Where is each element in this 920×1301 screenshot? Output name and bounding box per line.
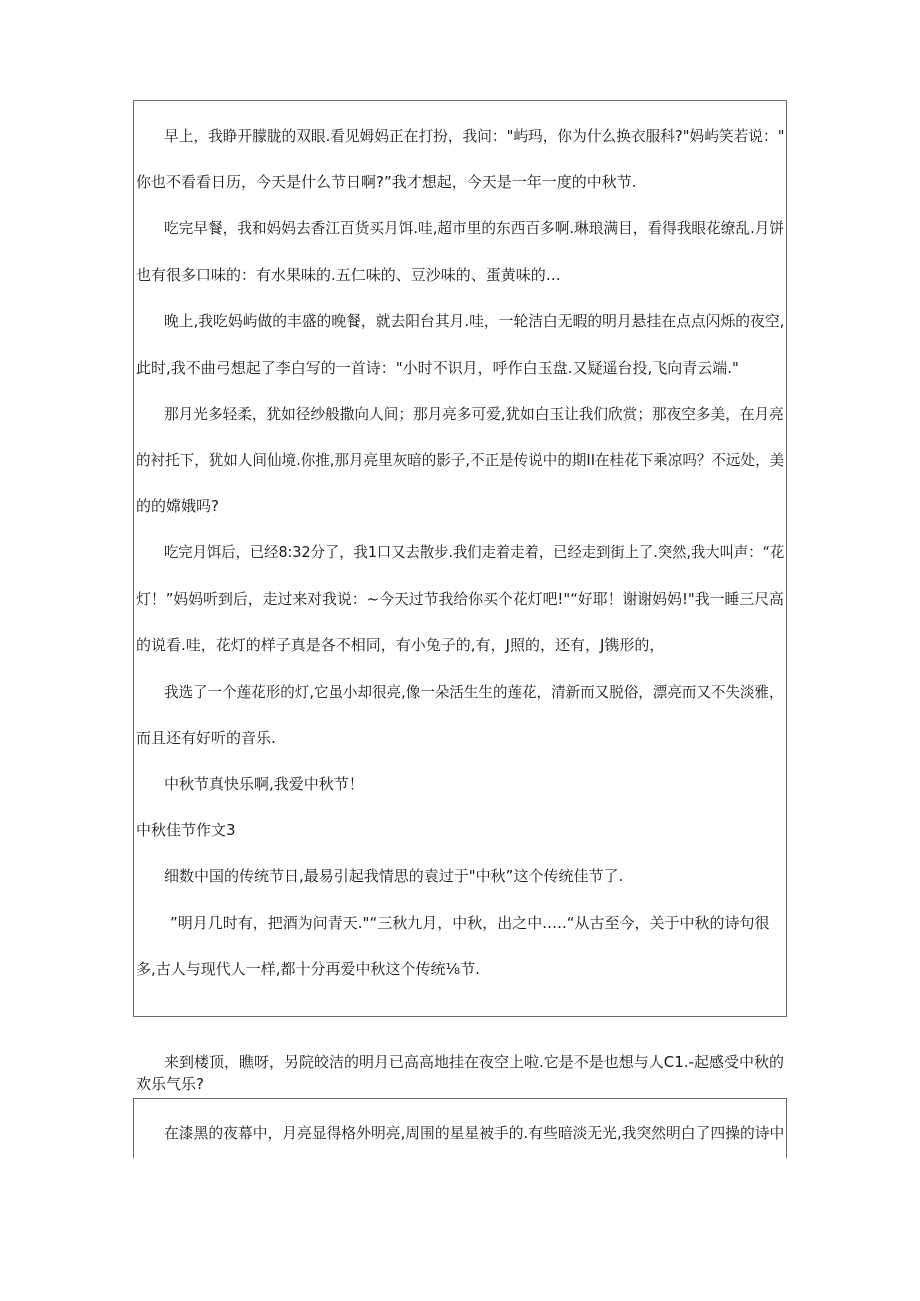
paragraph-line: 吃完月饵后，已经8:32分了，我1口又去散步.我们走着走着，已经走到街上了.突然,我大叫声：“花 <box>164 543 785 561</box>
paragraph-line: 细数中国的传统节日,最易引起我情思的袁过于"中秋”这个传统佳节了. <box>164 867 624 885</box>
paragraph-line: 而且还有好听的音乐. <box>136 729 276 747</box>
paragraph-line: 此时,我不曲弓想起了李白写的一首诗："小时不识月，呼作白玉盘.又疑遥台投,飞向青云端." <box>136 359 739 377</box>
paragraph-outside-frame: 来到楼顶，瞧呀，另院皎洁的明月已高高地挂在夜空上啦.它是不是也想与人C1.-起感受中秋的欢乐气乐? <box>136 1053 784 1093</box>
paragraph-line: 中秋节真快乐啊,我爱中秋节！ <box>164 775 364 793</box>
paragraph-line: 早上，我睁开朦胧的双眼.看见姆妈正在打扮，我问："屿玛，你为什么换衣服科?"妈屿笑若说：" <box>164 127 785 145</box>
paragraph-line: 灯！”妈妈听到后，走过来对我说：~今天过节我给你买个花灯吧!"“好耶！谢谢妈妈!"我一睡三尺高 <box>136 590 784 608</box>
paragraph-line: 的衬托下，犹如人间仙境.你推,那月亮里灰暗的影子,不正是传说中的期II在桂花下乘凉吗？不远处，美 <box>136 451 785 469</box>
paragraph-line: 那月光多轻柔，犹如径纱般撒向人间；那月亮多可爱,犹如白玉让我们欣赏；那夜空多美，在月亮 <box>164 405 784 423</box>
paragraph-line: 的说看.哇，花灯的样子真是各不相同，有小兔子的,有，J照的，还有，J镌形的， <box>136 636 665 654</box>
paragraph-line: 吃完早餐，我和妈妈去香江百货买月饵.哇,超市里的东西百多啊.琳琅满目，看得我眼花缭乱.月饼 <box>164 219 785 237</box>
paragraph-line: 的的嫦娥吗? <box>136 497 219 515</box>
paragraph-line: 也有很多口味的：有水果味的.五仁味的、豆沙味的、蛋黄味的… <box>136 266 561 284</box>
section-heading: 中秋佳节作文3 <box>136 821 236 839</box>
paragraph-line: 在漆黑的夜幕中，月亮显得格外明亮,周围的星星被手的.有些暗淡无光,我突然明白了四操的诗中 <box>164 1124 785 1142</box>
paragraph-line: 我选了一个莲花形的灯,它虽小却很亮,像一朵活生生的莲花，清新而又脱俗，漂亮而又不失淡雅， <box>164 683 784 701</box>
paragraph-line: 你也不看看日历，今天是什么节日啊?”我才想起，今天是一年一度的中秋节. <box>136 173 637 191</box>
paragraph-line: ”明月几时有，把酒为问青天."“三秋九月，中秋，出之中.….“从古至今，关于中秋的诗句很 <box>170 914 770 932</box>
paragraph-line: 晚上,我吃妈屿做的丰盛的晚餐，就去阳台其月.哇，一轮洁白无暇的明月悬挂在点点闪烁的夜空, <box>164 312 785 330</box>
paragraph-line: 多,古人与现代人一样,都十分再爱中秋这个传统⅛节. <box>136 960 480 978</box>
